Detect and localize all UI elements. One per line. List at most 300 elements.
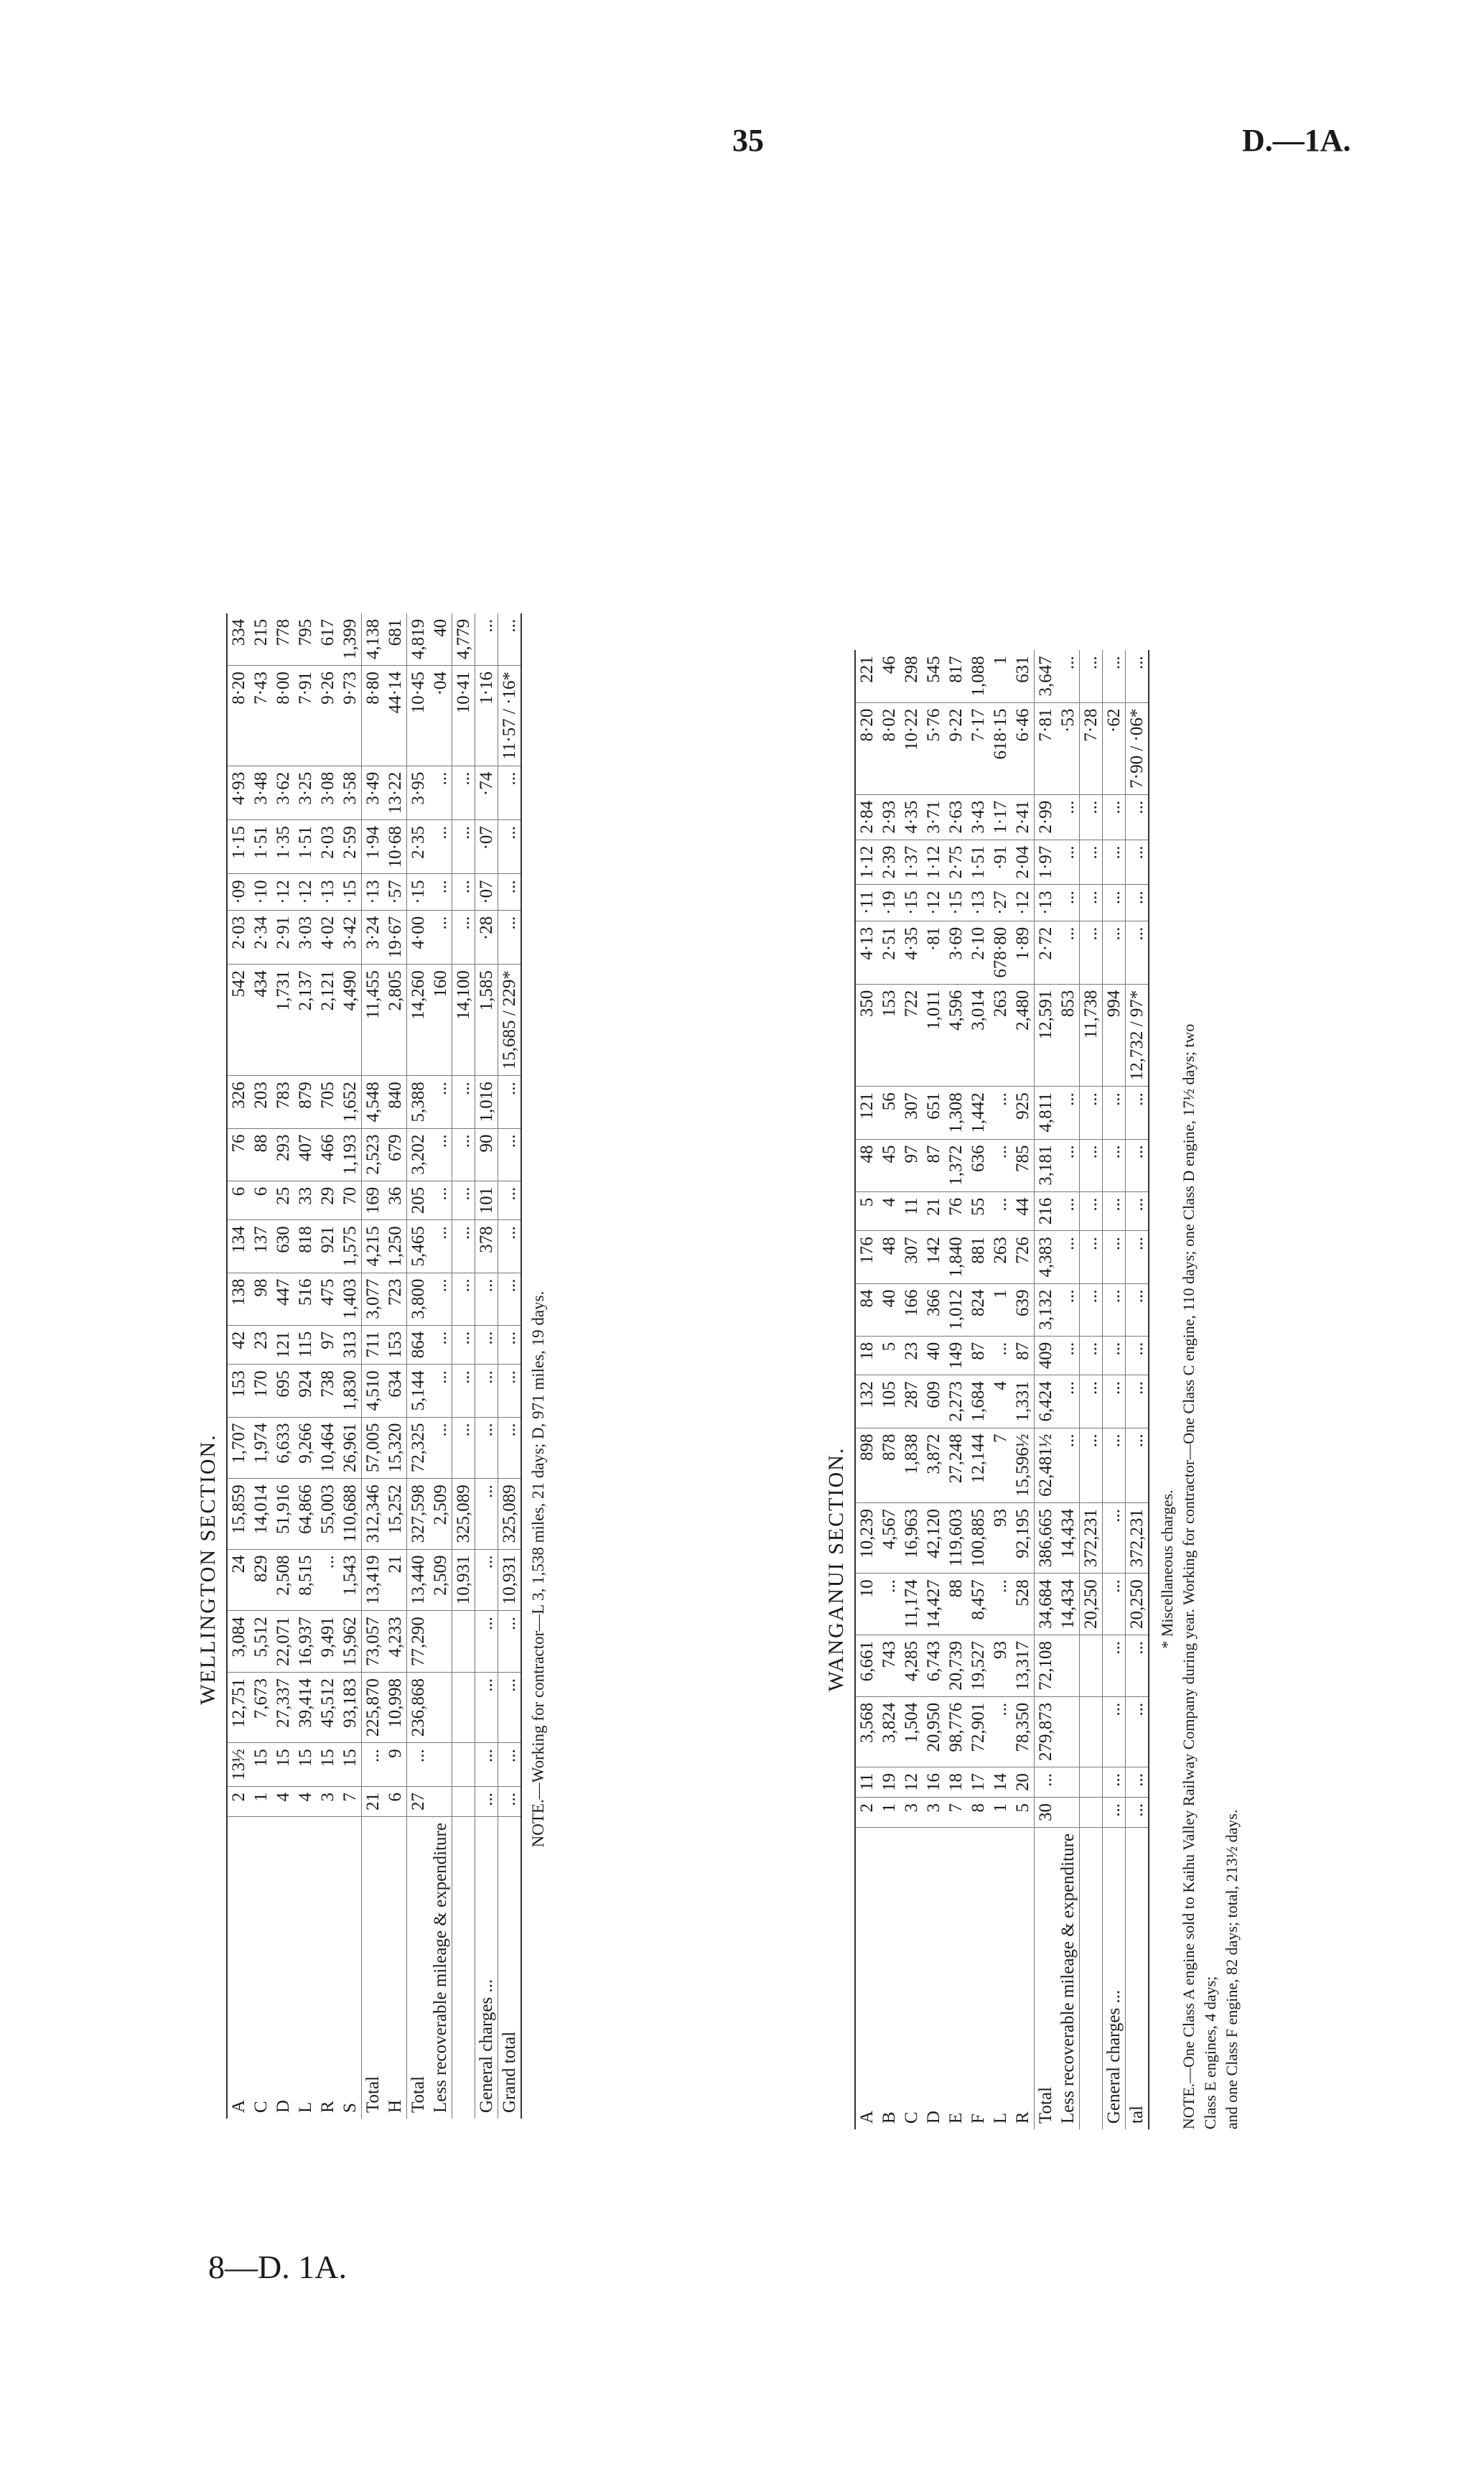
table-cell: ... (498, 874, 522, 910)
table-cell: 46 (878, 650, 900, 702)
table-cell: 3 (900, 1798, 923, 1828)
table-cell: 42 (227, 1325, 250, 1365)
table-row (1126, 650, 1149, 2129)
table-cell: 6,743 (923, 1635, 945, 1697)
table-cell: 153 (227, 1365, 250, 1417)
table-row (384, 613, 407, 2119)
table-cell: 545 (923, 650, 945, 702)
table-cell: 1 (989, 650, 1012, 702)
table-cell: 2,805 (384, 965, 407, 1076)
table-cell: 40 (878, 1283, 900, 1336)
row-label: Total (1035, 1828, 1058, 2129)
table-cell (429, 1611, 452, 1673)
table-cell: 2·99 (1035, 794, 1058, 840)
table-cell: 15 (272, 1743, 294, 1787)
row-label: R (1013, 2111, 1032, 2124)
table-cell: 3,202 (407, 1128, 430, 1181)
wanganui-notes (1157, 1009, 1243, 2129)
table-cell (1057, 1798, 1080, 1828)
table-cell: ·27 (989, 885, 1012, 921)
table-cell: 87 (967, 1336, 989, 1375)
table-cell: 14,434 (1057, 1574, 1080, 1635)
table-cell (429, 1743, 452, 1787)
table-cell: 7 (945, 1798, 967, 1828)
table-cell: ... (1126, 1283, 1149, 1336)
table-cell: ... (878, 1574, 900, 1635)
table-cell: ... (1103, 1336, 1126, 1375)
table-cell: 29 (317, 1181, 339, 1220)
row-label: C (251, 2101, 271, 2113)
table-cell: 2·03 (317, 820, 339, 874)
table-cell: 824 (967, 1283, 989, 1336)
table-cell: 10·68 (384, 820, 407, 874)
table-cell: 92,195 (1012, 1503, 1035, 1574)
table-cell: ... (1057, 1375, 1080, 1428)
table-cell: 13,440 (407, 1549, 430, 1611)
table-cell: 4·35 (900, 794, 923, 840)
wanganui-title: WANGANUI SECTION. (824, 1446, 848, 1692)
table-cell: ... (1126, 1798, 1149, 1828)
table-cell: 1,652 (339, 1076, 362, 1128)
table-cell: ·57 (384, 874, 407, 910)
table-cell: ... (989, 1696, 1012, 1767)
table-cell: 119,603 (945, 1503, 967, 1574)
table-cell: 2·59 (339, 820, 362, 874)
table-cell: 20,950 (923, 1696, 945, 1767)
table-cell: ... (1080, 1336, 1103, 1375)
table-cell: ... (1057, 1336, 1080, 1375)
table-cell: ... (1126, 1428, 1149, 1503)
table-cell: 898 (855, 1428, 878, 1503)
table-cell: 313 (339, 1325, 362, 1365)
table-cell: 293 (272, 1128, 294, 1181)
table-cell: ... (1057, 1191, 1080, 1231)
table-cell: 2·04 (1012, 840, 1035, 885)
table-cell: 84 (855, 1283, 878, 1336)
row-label: A (227, 1817, 250, 2119)
table-cell: 4,779 (452, 613, 475, 666)
table-cell: 15,685 / 229* (498, 965, 522, 1076)
table-cell (1080, 1798, 1103, 1828)
table-cell: ... (1126, 1139, 1149, 1191)
table-cell: 1 (250, 1787, 272, 1817)
row-label: L (296, 2101, 315, 2113)
table-cell: ... (317, 1549, 339, 1611)
row-label: tal (1126, 1828, 1149, 2129)
table-row (475, 613, 498, 2119)
table-cell: 1,193 (339, 1128, 362, 1181)
table-row (317, 613, 339, 2119)
table-cell: 3,824 (878, 1696, 900, 1767)
table-cell: 169 (362, 1181, 385, 1220)
table-cell: 6,633 (272, 1417, 294, 1479)
wanganui-note-1: NOTE.—One Class A engine sold to Kaihu Valley Railway Company during year. Working for contractor—One Class C engine, 110 days; one Class D engine, 17½ days; two Class E engines, 4 days; (1180, 1023, 1219, 2129)
table-cell: 1 (989, 1283, 1012, 1336)
table-cell: ... (1103, 840, 1126, 885)
row-label: H (386, 2099, 405, 2113)
table-cell: 12 (900, 1767, 923, 1798)
table-cell: 3,077 (362, 1273, 385, 1325)
table-cell: 2·35 (407, 820, 430, 874)
table-cell: 44 (1012, 1191, 1035, 1231)
table-cell: 18 (855, 1336, 878, 1375)
table-cell: ... (1080, 794, 1103, 840)
row-label (452, 1817, 475, 2119)
table-cell: ... (1057, 650, 1080, 702)
table-cell: 4,490 (339, 965, 362, 1076)
table-cell (1057, 1767, 1080, 1798)
table-cell: 15 (250, 1743, 272, 1787)
table-cell: 2·75 (945, 840, 967, 885)
row-label: Total (362, 1817, 385, 2119)
table-cell: 783 (272, 1076, 294, 1128)
table-cell: 51,916 (272, 1479, 294, 1549)
table-cell: 778 (272, 613, 294, 666)
table-cell: 7·28 (1080, 702, 1103, 794)
table-cell: ... (1103, 1087, 1126, 1139)
table-cell: ... (1057, 794, 1080, 840)
table-cell: ... (475, 1743, 498, 1787)
table-cell: 5,465 (407, 1220, 430, 1273)
table-cell: 4 (294, 1787, 317, 1817)
table-cell: 215 (250, 613, 272, 666)
table-cell: 2·34 (250, 910, 272, 964)
table-cell: 4·02 (317, 910, 339, 964)
table-cell: 97 (317, 1325, 339, 1365)
table-cell: ... (1126, 1375, 1149, 1428)
table-cell (1057, 1696, 1080, 1767)
table-cell: 795 (294, 613, 317, 666)
table-cell: ·13 (317, 874, 339, 910)
table-cell: 3·95 (407, 766, 430, 819)
row-label: Less recoverable mileage & expenditure (1058, 1834, 1078, 2124)
table-cell: 2·10 (967, 921, 989, 984)
table-cell: 8·02 (878, 702, 900, 794)
table-cell: ... (1080, 1087, 1103, 1139)
table-cell: 651 (923, 1087, 945, 1139)
table-cell: 216 (1035, 1191, 1058, 1231)
row-label: General charges ... (1103, 1828, 1126, 2129)
table-cell: 12,144 (967, 1428, 989, 1503)
table-row (272, 613, 294, 2119)
table-cell: 15,859 (227, 1479, 250, 1549)
table-row (900, 650, 923, 2129)
table-cell: ... (989, 1191, 1012, 1231)
table-cell: 695 (272, 1365, 294, 1417)
table-cell: 1·51 (967, 840, 989, 885)
table-cell: 72,901 (967, 1696, 989, 1767)
table-cell: ... (1103, 1574, 1126, 1635)
table-cell: ... (1057, 1231, 1080, 1283)
table-cell: 8·20 (227, 666, 250, 766)
row-label: General charges ... (475, 1817, 498, 2119)
table-cell: 4,819 (407, 613, 430, 666)
table-cell: 10·22 (900, 702, 923, 794)
footer-reference: 8—D. 1A. (208, 2249, 347, 2285)
row-label: D (274, 2099, 293, 2113)
table-cell: ... (1103, 1635, 1126, 1697)
table-row (1035, 650, 1058, 2129)
table-cell: 16,963 (900, 1503, 923, 1574)
table-cell: 1·94 (362, 820, 385, 874)
table-cell: ... (429, 1076, 452, 1128)
table-cell: ... (989, 1336, 1012, 1375)
table-cell: 5 (878, 1336, 900, 1375)
table-cell: 2,509 (429, 1549, 452, 1611)
table-cell: 5·76 (923, 702, 945, 794)
table-cell: ... (429, 1128, 452, 1181)
table-cell: 78,350 (1012, 1696, 1035, 1767)
table-cell: 19,527 (967, 1635, 989, 1697)
table-cell: 20,739 (945, 1635, 967, 1697)
table-cell: 13½ (227, 1743, 250, 1787)
table-cell: ·15 (339, 874, 362, 910)
table-cell: 14 (989, 1767, 1012, 1798)
table-cell: ... (498, 1076, 522, 1128)
table-cell: ·81 (923, 921, 945, 984)
table-cell: 3,800 (407, 1273, 430, 1325)
table-cell: ·53 (1057, 702, 1080, 794)
table-cell: ... (1080, 650, 1103, 702)
table-cell: 88 (945, 1574, 967, 1635)
table-cell: 1,372 (945, 1139, 967, 1191)
table-cell: 705 (317, 1076, 339, 1128)
table-cell: 738 (317, 1365, 339, 1417)
table-cell: 176 (855, 1231, 878, 1283)
table-cell: 93,183 (339, 1673, 362, 1743)
table-cell: 3·08 (317, 766, 339, 819)
table-cell: 386,665 (1035, 1503, 1058, 1574)
table-cell: 279,873 (1035, 1696, 1058, 1767)
table-cell: 447 (272, 1273, 294, 1325)
table-cell: ... (1080, 840, 1103, 885)
page-number: 35 (732, 123, 764, 158)
table-cell (1080, 1767, 1103, 1798)
table-row (1057, 650, 1080, 2129)
table-cell: 27,337 (272, 1673, 294, 1743)
table-cell: 132 (855, 1375, 878, 1428)
table-cell: 840 (384, 1076, 407, 1128)
table-row (498, 613, 522, 2119)
table-cell: 9,491 (317, 1611, 339, 1673)
table-cell: 153 (384, 1325, 407, 1365)
table-cell: 3·43 (967, 794, 989, 840)
table-cell: 8·20 (855, 702, 878, 794)
table-cell: 10,998 (384, 1673, 407, 1743)
table-cell (429, 1673, 452, 1743)
table-row (1012, 650, 1035, 2129)
table-cell: 87 (923, 1139, 945, 1191)
table-cell: ... (498, 1273, 522, 1325)
table-cell: 5,512 (250, 1611, 272, 1673)
table-cell (452, 1743, 475, 1787)
table-cell: 20,250 (1080, 1574, 1103, 1635)
table-cell: 11·57 / ·16* (498, 666, 522, 766)
table-cell: 7 (989, 1428, 1012, 1503)
table-cell: 881 (967, 1231, 989, 1283)
table-cell: ... (452, 766, 475, 819)
table-cell: 3,181 (1035, 1139, 1058, 1191)
table-cell: 2·72 (1035, 921, 1058, 984)
table-cell: ... (1126, 840, 1149, 885)
table-cell: 1,442 (967, 1087, 989, 1139)
table-cell: 33 (294, 1181, 317, 1220)
table-cell: 630 (272, 1220, 294, 1273)
table-cell: ... (1080, 1375, 1103, 1428)
table-cell: 17 (967, 1767, 989, 1798)
table-cell: 10·41 (452, 666, 475, 766)
table-cell: ... (1103, 1428, 1126, 1503)
table-cell: 2,508 (272, 1549, 294, 1611)
table-cell: 1·51 (294, 820, 317, 874)
table-cell: ... (989, 1087, 1012, 1139)
table-cell: ... (1103, 1283, 1126, 1336)
row-label: Total (407, 1817, 430, 2119)
table-cell: ... (452, 1076, 475, 1128)
table-cell: 10,464 (317, 1417, 339, 1479)
table-cell: ... (1080, 1231, 1103, 1283)
table-cell (1080, 1696, 1103, 1767)
table-cell: ·12 (294, 874, 317, 910)
table-cell: 18 (945, 1767, 967, 1798)
table-cell: 8·00 (272, 666, 294, 766)
table-cell: 3,084 (227, 1611, 250, 1673)
table-cell: ... (1103, 921, 1126, 984)
row-label: F (969, 2114, 988, 2124)
table-cell: ... (1080, 921, 1103, 984)
table-cell: 149 (945, 1336, 967, 1375)
table-cell: 134 (227, 1220, 250, 1273)
table-cell: ... (452, 1325, 475, 1365)
table-cell: ... (498, 1128, 522, 1181)
table-cell: 10·45 (407, 666, 430, 766)
table-row (1080, 650, 1103, 2129)
table-cell: ·12 (272, 874, 294, 910)
table-cell: 6,661 (855, 1635, 878, 1697)
table-cell: 879 (294, 1076, 317, 1128)
wanganui-note-2: and one Class F engine, 82 days; total, 213½ days. (1223, 1809, 1241, 2129)
wanganui-section (818, 656, 1321, 2129)
table-cell: 636 (967, 1139, 989, 1191)
table-cell: ... (1080, 1139, 1103, 1191)
table-cell: ... (498, 820, 522, 874)
table-cell: ... (1103, 1767, 1126, 1798)
table-cell: 1,403 (339, 1273, 362, 1325)
table-cell: 110,688 (339, 1479, 362, 1549)
table-cell: 1·12 (923, 840, 945, 885)
table-cell: ... (452, 1181, 475, 1220)
table-cell: ... (1126, 1767, 1149, 1798)
table-cell: 7 (339, 1787, 362, 1817)
table-row (407, 613, 430, 2119)
table-cell: 1·51 (250, 820, 272, 874)
table-cell: 23 (900, 1336, 923, 1375)
table-cell: 994 (1103, 984, 1126, 1087)
table-cell: 2,480 (1012, 984, 1035, 1087)
table-cell: 93 (989, 1635, 1012, 1697)
table-cell: 225,870 (362, 1673, 385, 1743)
table-cell: 2,523 (362, 1128, 385, 1181)
table-cell: 326 (227, 1076, 250, 1128)
table-cell: 7·17 (967, 702, 989, 794)
table-cell: 7,673 (250, 1673, 272, 1743)
table-cell: ... (1126, 650, 1149, 702)
row-label: L (991, 2112, 1010, 2124)
table-cell: 27,248 (945, 1428, 967, 1503)
table-cell: 4·35 (900, 921, 923, 984)
table-cell: ·15 (945, 885, 967, 921)
table-cell: 1,308 (945, 1087, 967, 1139)
table-cell: 407 (294, 1128, 317, 1181)
table-row (967, 650, 989, 2129)
table-cell: 76 (227, 1128, 250, 1181)
table-cell: 312,346 (362, 1479, 385, 1549)
table-cell: 9·73 (339, 666, 362, 766)
table-cell: 10,931 (498, 1549, 522, 1611)
table-cell (1080, 1635, 1103, 1697)
table-cell: ... (475, 1611, 498, 1673)
table-cell: ... (475, 1549, 498, 1611)
table-cell: ... (1080, 1191, 1103, 1231)
table-cell: 1 (878, 1798, 900, 1828)
table-cell: 1,504 (900, 1696, 923, 1767)
table-cell: 16 (923, 1767, 945, 1798)
table-cell: 1·16 (475, 666, 498, 766)
table-cell: 1·89 (1012, 921, 1035, 984)
table-cell: ... (1057, 840, 1080, 885)
table-cell: 44·14 (384, 666, 407, 766)
table-cell: 14,260 (407, 965, 430, 1076)
table-cell: ... (498, 1743, 522, 1787)
table-cell: 263 (989, 984, 1012, 1087)
table-cell: 9,266 (294, 1417, 317, 1479)
table-cell: 21 (362, 1787, 385, 1817)
table-cell: ... (452, 1128, 475, 1181)
row-label: C (902, 2111, 921, 2124)
table-cell: ·09 (227, 874, 250, 910)
row-label: Less recoverable mileage & expenditure (431, 1823, 450, 2113)
table-cell: 631 (1012, 650, 1035, 702)
table-cell: 160 (429, 965, 452, 1076)
table-cell: ... (475, 1417, 498, 1479)
table-cell: ... (452, 1417, 475, 1479)
table-cell: 121 (272, 1325, 294, 1365)
table-cell: 14,014 (250, 1479, 272, 1549)
table-cell: 3 (923, 1798, 945, 1828)
row-label: E (946, 2112, 966, 2124)
table-cell: 11,455 (362, 965, 385, 1076)
table-cell: 634 (384, 1365, 407, 1417)
table-cell: 3,014 (967, 984, 989, 1087)
table-cell: 1·37 (900, 840, 923, 885)
table-cell: 11 (900, 1191, 923, 1231)
table-cell: ... (475, 1479, 498, 1549)
table-cell: 10,239 (855, 1503, 878, 1574)
table-cell: 818 (294, 1220, 317, 1273)
table-cell: 40 (429, 613, 452, 666)
table-cell: 516 (294, 1273, 317, 1325)
table-cell: ... (1103, 1139, 1126, 1191)
table-cell: 366 (923, 1283, 945, 1336)
table-cell: 1,250 (384, 1220, 407, 1273)
table-row (945, 650, 967, 2129)
table-cell: 307 (900, 1231, 923, 1283)
table-cell: 87 (1012, 1336, 1035, 1375)
table-cell (429, 1787, 452, 1817)
table-cell: 4,567 (878, 1503, 900, 1574)
table-cell: ... (1057, 1087, 1080, 1139)
table-cell: ... (498, 1325, 522, 1365)
